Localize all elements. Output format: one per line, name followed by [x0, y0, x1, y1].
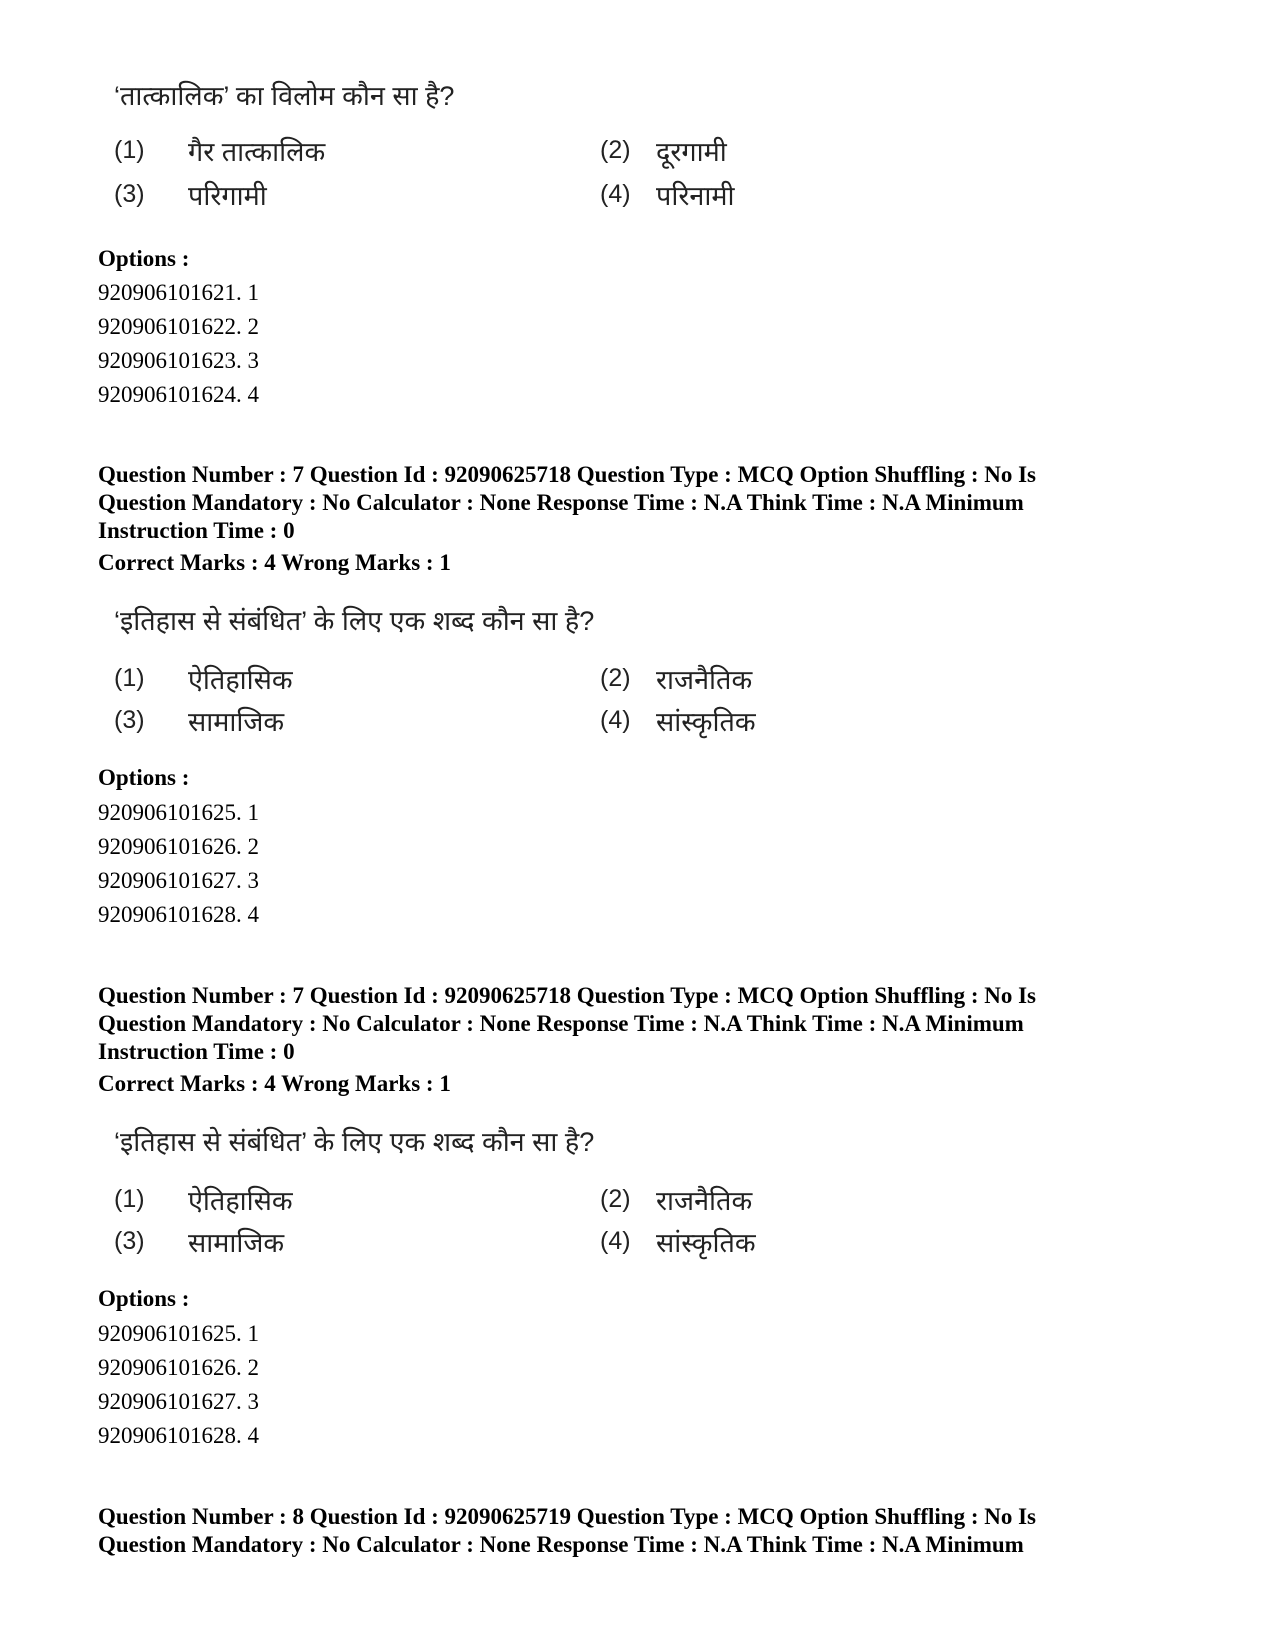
options-heading: Options : [98, 246, 190, 271]
choice-text: गैर तात्कालिक [188, 137, 326, 167]
option-line: 920906101623. 3 [98, 348, 259, 373]
choice-number: (1) [114, 136, 145, 164]
choice-text: राजनैतिक [656, 665, 753, 695]
meta-line: Question Mandatory : No Calculator : None Response Time : N.A Think Time : N.A Minimum [98, 1532, 1024, 1557]
meta-line: Question Mandatory : No Calculator : None Response Time : N.A Think Time : N.A Minimum [98, 1011, 1024, 1036]
meta-line: Instruction Time : 0 [98, 1039, 295, 1064]
choice-text: सांस्कृतिक [656, 707, 756, 737]
question-text: ‘इतिहास से संबंधित’ के लिए एक शब्द कौन सा है? [114, 606, 595, 636]
choice-number: (1) [114, 1185, 145, 1213]
choice-number: (2) [600, 136, 631, 164]
choice-text: सामाजिक [188, 707, 285, 737]
option-line: 920906101625. 1 [98, 800, 259, 825]
choice-text: परिगामी [188, 181, 267, 211]
option-line: 920906101627. 3 [98, 1389, 259, 1414]
question-meta [98, 982, 1208, 1066]
question-meta [98, 1503, 1208, 1559]
option-line: 920906101621. 1 [98, 280, 259, 305]
choice-text: सांस्कृतिक [656, 1228, 756, 1258]
option-line: 920906101624. 4 [98, 382, 259, 407]
meta-line: Question Number : 7 Question Id : 92090625718 Question Type : MCQ Option Shuffling : No Is [98, 983, 1037, 1008]
question-text: ‘तात्कालिक’ का विलोम कौन सा है? [114, 81, 455, 111]
meta-line: Question Mandatory : No Calculator : None Response Time : N.A Think Time : N.A Minimum [98, 490, 1024, 515]
options-heading: Options : [98, 765, 190, 790]
choice-number: (1) [114, 664, 145, 692]
option-line: 920906101627. 3 [98, 868, 259, 893]
choice-text: ऐतिहासिक [188, 665, 293, 695]
choice-number: (2) [600, 664, 631, 692]
option-line: 920906101626. 2 [98, 834, 259, 859]
marks-line: Correct Marks : 4 Wrong Marks : 1 [98, 1071, 451, 1096]
choice-number: (3) [114, 180, 145, 208]
choice-text: सामाजिक [188, 1228, 285, 1258]
meta-line: Question Number : 8 Question Id : 92090625719 Question Type : MCQ Option Shuffling : No Is [98, 1504, 1037, 1529]
choice-number: (2) [600, 1185, 631, 1213]
choice-text: दूरगामी [656, 137, 727, 167]
options-heading: Options : [98, 1286, 190, 1311]
option-line: 920906101622. 2 [98, 314, 259, 339]
meta-line: Question Number : 7 Question Id : 92090625718 Question Type : MCQ Option Shuffling : No Is [98, 462, 1037, 487]
choice-number: (4) [600, 1227, 631, 1255]
option-line: 920906101625. 1 [98, 1321, 259, 1346]
option-line: 920906101628. 4 [98, 1423, 259, 1448]
meta-line: Instruction Time : 0 [98, 518, 295, 543]
question-text: ‘इतिहास से संबंधित’ के लिए एक शब्द कौन सा है? [114, 1127, 595, 1157]
choice-text: राजनैतिक [656, 1186, 753, 1216]
marks-line: Correct Marks : 4 Wrong Marks : 1 [98, 550, 451, 575]
question-meta [98, 461, 1208, 545]
option-line: 920906101628. 4 [98, 902, 259, 927]
choice-number: (4) [600, 706, 631, 734]
choice-text: परिनामी [656, 181, 735, 211]
choice-number: (4) [600, 180, 631, 208]
choice-number: (3) [114, 706, 145, 734]
choice-number: (3) [114, 1227, 145, 1255]
choice-text: ऐतिहासिक [188, 1186, 293, 1216]
option-line: 920906101626. 2 [98, 1355, 259, 1380]
